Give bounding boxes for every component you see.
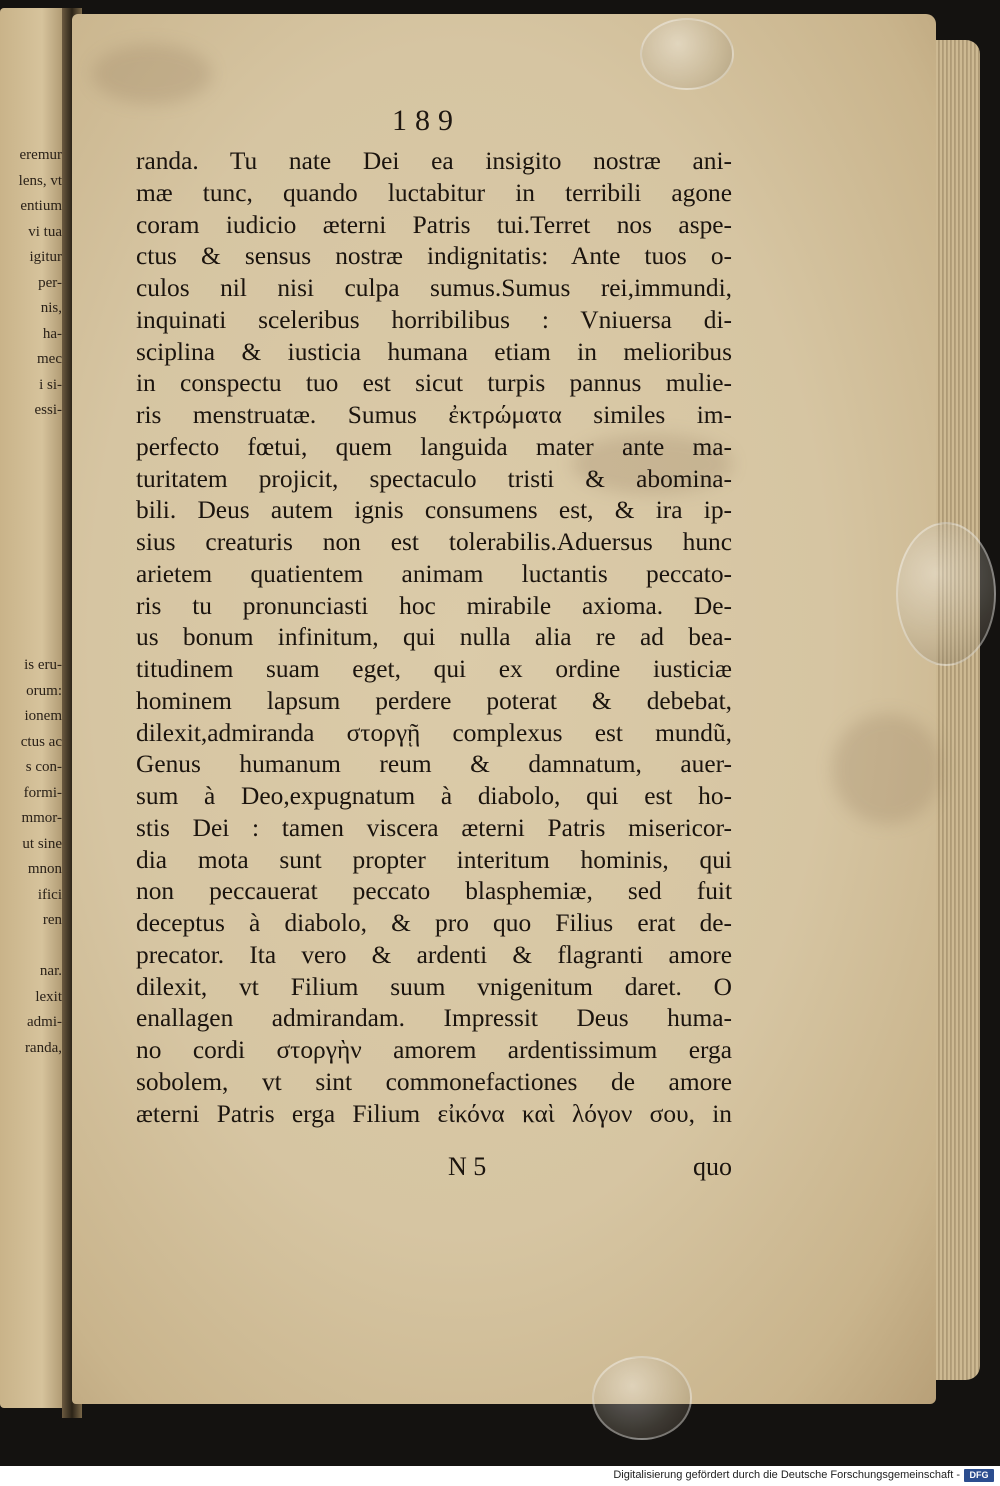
left-page-fragment: randa, xyxy=(24,1039,62,1056)
text-line: hominem lapsum perdere poterat & debebat, xyxy=(136,686,732,715)
text-line: Genus humanum reum & damnatum, auer- xyxy=(136,750,732,779)
catchword: quo xyxy=(693,1152,732,1181)
left-page-fragment xyxy=(0,526,66,552)
left-page-fragment: ctus ac xyxy=(20,733,62,750)
text-line: sius creaturis non est tolerabilis.Aduersus hunc xyxy=(136,528,732,556)
left-page-fragment: mec xyxy=(37,351,62,367)
text-line: deceptus à diabolo, & pro quo Filius erat de- xyxy=(136,909,732,937)
body-text xyxy=(136,146,732,1130)
text-line: bili. Deus autem ignis consumens est, & ira ip- xyxy=(136,496,732,525)
left-page-fragment: ut sine xyxy=(22,835,62,852)
text-line: turitatem projicit, spectaculo tristi & abomina- xyxy=(136,464,732,493)
text-line: titudinem suam eget, qui ex ordine iusticiæ xyxy=(136,655,732,683)
text-line: stis Dei : tamen viscera æterni Patris misericor- xyxy=(136,813,732,842)
left-page-edge xyxy=(0,8,70,1408)
text-line: in conspectu tuo est sicut turpis pannus mulie- xyxy=(136,369,732,398)
text-line: inquinati sceleribus horribilibus : Vniuersa di- xyxy=(136,305,732,334)
text-line: randa. Tu nate Dei ea insigito nostræ ani- xyxy=(136,147,732,175)
left-page-fragment: mnon xyxy=(27,861,62,877)
left-page-fragment xyxy=(0,934,66,960)
left-page-fragment: nis, xyxy=(40,300,62,316)
text-line: dilexit,admiranda στοργῇ complexus est mundũ, xyxy=(136,718,732,747)
left-page-fragment: ionem xyxy=(24,708,62,724)
left-page-fragment xyxy=(0,577,66,603)
left-page-fragment xyxy=(0,628,66,654)
text-line: sum à Deo,expugnatum à diabolo, qui est ho- xyxy=(136,782,732,810)
left-page-fragment xyxy=(0,551,66,577)
page-number: 189 xyxy=(392,104,461,137)
left-page-fragment: lens, vt xyxy=(18,172,62,189)
left-page-fragment: ha- xyxy=(42,325,62,342)
text-line: perfecto fœtui, quem languida mater ante ma- xyxy=(136,432,732,461)
text-line: ctus & sensus nostræ indignitatis: Ante tuos o- xyxy=(136,242,732,271)
left-page-fragment xyxy=(0,475,66,501)
left-page-fragment xyxy=(0,602,66,628)
signature-mark: N 5 xyxy=(448,1152,487,1181)
text-line: arietem quatientem animam luctantis peccato- xyxy=(136,559,732,588)
left-page-fragment: s con- xyxy=(25,759,62,775)
left-page-fragment: admi- xyxy=(27,1014,62,1030)
credit-bar xyxy=(0,1466,1000,1486)
text-line: mæ tunc, quando luctabitur in terribili agone xyxy=(136,178,732,207)
glass-clip-bottom xyxy=(592,1356,692,1440)
left-page-fragment: eremur xyxy=(19,147,62,163)
left-page-fragment: essi- xyxy=(34,402,62,418)
glass-clip-top xyxy=(640,18,734,90)
page-footer xyxy=(136,1152,732,1184)
left-page-fragment xyxy=(0,449,66,475)
text-line: sobolem, vt sint commonefactiones de amore xyxy=(136,1067,732,1096)
text-line: dilexit, vt Filium suum vnigenitum daret. O xyxy=(136,972,732,1001)
page-stain xyxy=(92,44,212,104)
left-page-fragment xyxy=(0,500,66,526)
text-line: ris tu pronunciasti hoc mirabile axioma. De- xyxy=(136,591,732,620)
text-line: us bonum infinitum, qui nulla alia re ad bea- xyxy=(136,623,732,652)
left-page-fragment: is eru- xyxy=(24,657,62,673)
left-page-text-fragments xyxy=(0,143,66,1061)
glass-clip-middle xyxy=(896,522,996,666)
credit-text: Digitalisierung gefördert durch die Deutsche Forschungsgemeinschaft - xyxy=(613,1469,960,1481)
dfg-logo-icon: DFG xyxy=(964,1469,994,1482)
left-page-fragment: orum: xyxy=(26,682,62,699)
left-page-fragment: mmor- xyxy=(21,810,62,826)
text-line: no cordi στοργὴν amorem ardentissimum erga xyxy=(136,1036,732,1064)
text-line: ris menstruatæ. Sumus ἐκτρώματα similes im- xyxy=(136,401,732,429)
text-line: non peccauerat peccato blasphemiæ, sed fuit xyxy=(136,877,732,906)
text-line: æterni Patris erga Filium εἰκόνα καὶ λόγον σου, in xyxy=(136,1099,732,1128)
text-line: coram iudicio æterni Patris tui.Terret nos aspe- xyxy=(136,210,732,239)
left-page-fragment xyxy=(0,424,66,450)
left-page-fragment: vi tua xyxy=(28,223,62,240)
left-page-fragment: ren xyxy=(42,912,62,928)
page-stain xyxy=(832,714,942,824)
left-page-fragment: igitur xyxy=(29,249,62,265)
text-line: culos nil nisi culpa sumus.Sumus rei,immundi, xyxy=(136,274,732,302)
left-page-fragment: formi- xyxy=(23,784,62,801)
left-page-fragment: nar. xyxy=(39,963,62,979)
text-line: sciplina & iusticia humana etiam in melioribus xyxy=(136,337,732,366)
left-page-fragment: i si- xyxy=(39,376,62,393)
left-page-fragment: entium xyxy=(20,198,62,214)
text-line: precator. Ita vero & ardenti & flagranti amore xyxy=(136,940,732,969)
text-line: enallagen admirandam. Impressit Deus huma- xyxy=(136,1004,732,1033)
left-page-fragment: per- xyxy=(38,274,62,291)
text-line: dia mota sunt propter interitum hominis, qui xyxy=(136,845,732,874)
left-page-fragment: ifici xyxy=(37,886,62,903)
left-page-fragment: lexit xyxy=(35,988,62,1005)
